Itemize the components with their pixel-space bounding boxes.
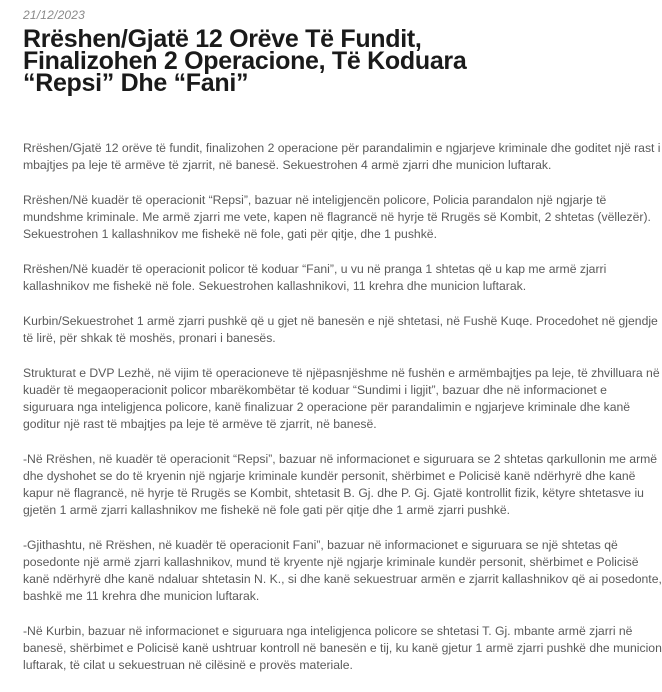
article-paragraph — [23, 623, 662, 674]
article-paragraph — [23, 365, 660, 433]
paragraph-line: të lirë, për shkak të moshës, pronari i banesës. — [23, 331, 276, 345]
paragraph-line: luftarak, të cilat u sekuestruan në cilësinë e provës materiale. — [23, 658, 353, 672]
paragraph-line: -Në Rrëshen, në kuadër të operacionit “Repsi”, bazuar në informacionet e siguruara se 2 shtetas qarkullonin me armë — [23, 452, 658, 466]
paragraph-line: mbajtjes pa leje të armëve të zjarrit, në banesë. Sekuestrohen 4 armë zjarri dhe municion luftarak. — [23, 158, 552, 172]
paragraph-line: kapur në flagrancë, në hyrje të Rrugës se Kombit, shtetasit B. Gj. dhe P. Gj. Gjatë kontrollit fizik, këtyre shtetasve iu — [23, 486, 644, 500]
paragraph-line: Strukturat e DVP Lezhë, në vijim të operacioneve të njëpasnjëshme në fushën e armëmbajtjes pa leje, të zhvilluara në — [23, 366, 660, 380]
paragraph-line: banesë, shërbimet e Policisë kanë ushtruar kontroll në banesën e tij, ku kanë gjetur 1 armë zjarri pushkë dhe municion — [23, 641, 662, 655]
paragraph-line: kanë ndërhyrë dhe kanë ndaluar shtetasin N. K., si dhe kanë sekuestruar armën e zjarrit kallashnikov që ai posedonte, — [23, 572, 662, 586]
paragraph-line: Rrëshen/Gjatë 12 orëve të fundit, finalizohen 2 operacione për parandalimin e ngjarjeve kriminale dhe goditet një rast i — [23, 141, 661, 155]
paragraph-line: -Në Kurbin, bazuar në informacionet e siguruara nga inteligjenca policore se shtetasi T. Gj. mbante armë zjarri në — [23, 624, 633, 638]
paragraph-line: Kurbin/Sekuestrohet 1 armë zjarri pushkë që u gjet në banesën e një shtetasi, në Fushë Kuqe. Procedohet në gjendje — [23, 314, 658, 328]
article-title — [23, 25, 571, 97]
paragraph-line: dhe dyshohet se do të kryenin një ngjarje kriminale kundër personit, shërbimet e Policisë kanë ndërhyrë dhe kanë — [23, 469, 636, 483]
paragraph-line: Rrëshen/Në kuadër të operacionit policor të koduar “Fani”, u vu në pranga 1 shtetas që u kap me armë zjarri — [23, 262, 607, 276]
article-date: 21/12/2023 — [23, 8, 86, 22]
article-title-line: “Repsi” Dhe “Fani” — [23, 69, 249, 97]
article-body — [23, 140, 662, 692]
article-paragraph — [23, 313, 658, 347]
article-paragraph — [23, 261, 607, 295]
paragraph-line: siguruara nga inteligjenca policore, kanë finalizuar 2 operacione për parandalimin e ngjarjeve kriminale dhe kanë — [23, 400, 631, 414]
paragraph-line: kallashnikov me fishekë në fole. Sekuestrohen kallashnikovi, 11 krehra dhe municion luftarak. — [23, 279, 527, 293]
article-paragraph — [23, 451, 658, 519]
article-paragraph — [23, 140, 661, 174]
article-title-line: Finalizohen 2 Operacione, Të Koduara — [23, 47, 467, 75]
paragraph-line: Rrëshen/Në kuadër të operacionit “Repsi”, bazuar në inteligjencën policore, Policia parandalon një ngjarje të — [23, 193, 607, 207]
paragraph-line: -Gjithashtu, në Rrëshen, në kuadër të operacionit Fani”, bazuar në informacionet e siguruara se një shtetas që — [23, 538, 618, 552]
paragraph-line: Sekuestrohen 1 kallashnikov me fishekë në fole, gati për qitje, dhe 1 pushkë. — [23, 227, 437, 241]
article-paragraph — [23, 537, 662, 605]
paragraph-line: mundshme kriminale. Me armë zjarri me vete, kapen në flagrancë në hyrje të Rrugës së Kombit, 2 shtetas (vëllezër). — [23, 210, 651, 224]
paragraph-line: kuadër të megaoperacionit policor mbarëkombëtar të koduar “Sundimi i ligjit”, bazuar dhe në informacionet e — [23, 383, 607, 397]
article-title-line: Rrëshen/Gjatë 12 Orëve Të Fundit, — [23, 25, 422, 53]
paragraph-line: gjetën 1 armë zjarri kallashnikov me fishekë në fole gati për qitje dhe 1 armë zjarri pushkë. — [23, 503, 511, 517]
article-paragraph — [23, 192, 651, 243]
paragraph-line: posedonte një armë zjarri kallashnikov, mund të kryente një ngjarje kriminale kundër personit, shërbimet e Policisë — [23, 555, 639, 569]
paragraph-line: bashkë me 11 krehra dhe municion luftarak. — [23, 589, 260, 603]
paragraph-line: goditur një rast të mbajtjes pa leje të armëve të zjarrit, në banesë. — [23, 417, 377, 431]
